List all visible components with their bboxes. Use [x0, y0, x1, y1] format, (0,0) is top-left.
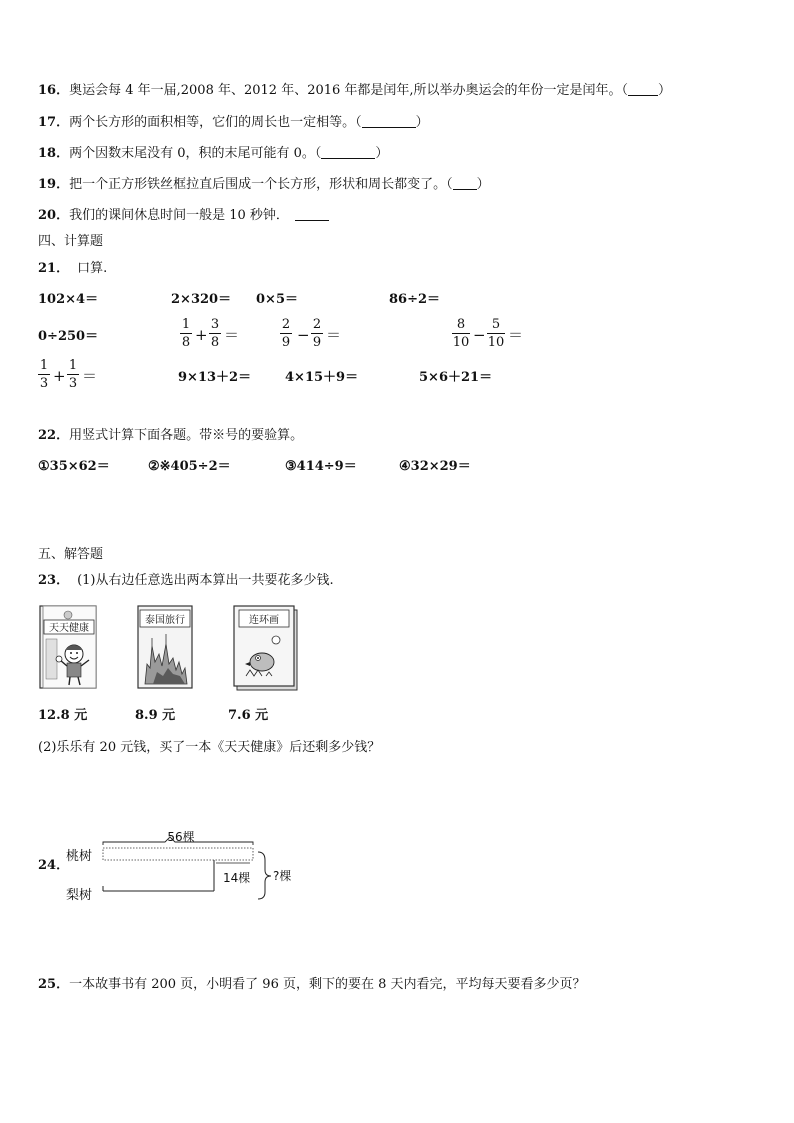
fraction: 1 8: [181, 317, 191, 350]
section-heading: 五、解答题: [38, 547, 104, 562]
fraction: 1 3: [39, 358, 49, 391]
question-part: (1)从右边任意选出两本算出一共要花多少钱.: [77, 573, 334, 588]
question-number: 25．: [38, 977, 70, 992]
book-thailand-image: [135, 604, 197, 690]
fraction: 2 9: [312, 317, 322, 350]
book-price: 7.6 元: [228, 708, 269, 723]
question-number: 22．: [38, 428, 70, 443]
answer-blank[interactable]: [295, 208, 329, 221]
calc-item: 9×13＋2＝: [178, 370, 252, 385]
question-23: [38, 573, 334, 589]
question-text: 两个因数末尾没有 0，积的末尾可能有 0。（: [69, 146, 322, 161]
question-text: 我们的课间休息时间一般是 10 秒钟．: [69, 208, 289, 223]
calc-item: ②※405÷2＝: [148, 459, 231, 474]
unknown-label: ?棵: [273, 869, 292, 883]
calc-item: ④32×29＝: [399, 459, 471, 474]
question-18: 18．两个因数末尾没有 0，积的末尾可能有 0。（ ）: [38, 146, 389, 161]
question-title: 口算.: [77, 261, 108, 276]
difference-label: 14棵: [223, 871, 251, 885]
section-heading: 四、计算题: [38, 234, 104, 249]
calc-item: ③414÷9＝: [285, 459, 357, 474]
calc-item: ①35×62＝: [38, 459, 110, 474]
question-number: 16．: [38, 83, 70, 98]
calc-item: 0÷250＝: [38, 329, 99, 344]
question-25: [38, 977, 586, 993]
calc-item: 86÷2＝: [389, 292, 441, 307]
question-number: 24．: [38, 858, 70, 873]
question-text: 两个长方形的面积相等，它们的周长也一定相等。（: [69, 115, 362, 130]
calc-item: 5×6＋21＝: [419, 370, 493, 385]
total-label: 56棵: [167, 830, 195, 844]
question-number: 17．: [38, 115, 70, 130]
calc-item: 0×5＝: [256, 292, 298, 307]
question-part: (2)乐乐有 20 元钱，买了一本《天天健康》后还剩多少钱？: [38, 740, 381, 755]
calc-item: 102×4＝: [38, 292, 99, 307]
question-number: 18．: [38, 146, 70, 161]
question-text: 把一个正方形铁丝框拉直后围成一个长方形，形状和周长都变了。（: [69, 177, 453, 192]
svg-text:泰国旅行: 泰国旅行: [145, 615, 185, 626]
question-number: 23．: [38, 573, 70, 588]
question-16: 16．奥运会每 4 年一届,2008 年、2012 年、2016 年都是闰年,所以举办奥运会的年份一定是闰年。（ ）: [38, 83, 672, 98]
question-19: 19．把一个正方形铁丝框拉直后围成一个长方形，形状和周长都变了。（ ）: [38, 177, 490, 192]
label-peach-trees: 桃树: [66, 849, 93, 864]
svg-text:连环画: 连环画: [249, 615, 279, 626]
answer-blank[interactable]: [362, 115, 416, 128]
question-20: [38, 208, 329, 224]
question-text: 一本故事书有 200 页，小明看了 96 页，剩下的要在 8 天内看完，平均每天要看多少页？: [69, 977, 586, 992]
book-price: 12.8 元: [38, 708, 88, 723]
question-title: 用竖式计算下面各题。带※号的要验算。: [69, 428, 304, 443]
answer-blank[interactable]: [628, 83, 658, 96]
fraction: 3 8: [210, 317, 220, 350]
fraction: 5 10: [487, 317, 505, 350]
fraction: 2 9: [281, 317, 291, 350]
book-comics-image: [232, 604, 300, 692]
fraction: 1 3: [68, 358, 78, 391]
question-number: 20．: [38, 208, 70, 223]
question-number: 21．: [38, 261, 70, 276]
label-pear-trees: 梨树: [66, 888, 93, 903]
question-21: [38, 261, 107, 277]
line-segment-diagram: [95, 825, 315, 905]
calc-item: 4×15＋9＝: [285, 370, 359, 385]
answer-blank[interactable]: [321, 146, 375, 159]
question-number: 19．: [38, 177, 70, 192]
book-health-image: [38, 604, 100, 690]
question-22: [38, 428, 303, 444]
book-price: 8.9 元: [135, 708, 176, 723]
fraction: 8 10: [452, 317, 470, 350]
question-text: 奥运会每 4 年一届,2008 年、2012 年、2016 年都是闰年,所以举办奥运会的年份一定是闰年。（: [69, 83, 629, 98]
calc-item: 2×320＝: [171, 292, 232, 307]
question-17: 17．两个长方形的面积相等，它们的周长也一定相等。（ ）: [38, 115, 429, 130]
answer-blank[interactable]: [453, 177, 477, 190]
svg-text:天天健康: 天天健康: [49, 623, 89, 634]
